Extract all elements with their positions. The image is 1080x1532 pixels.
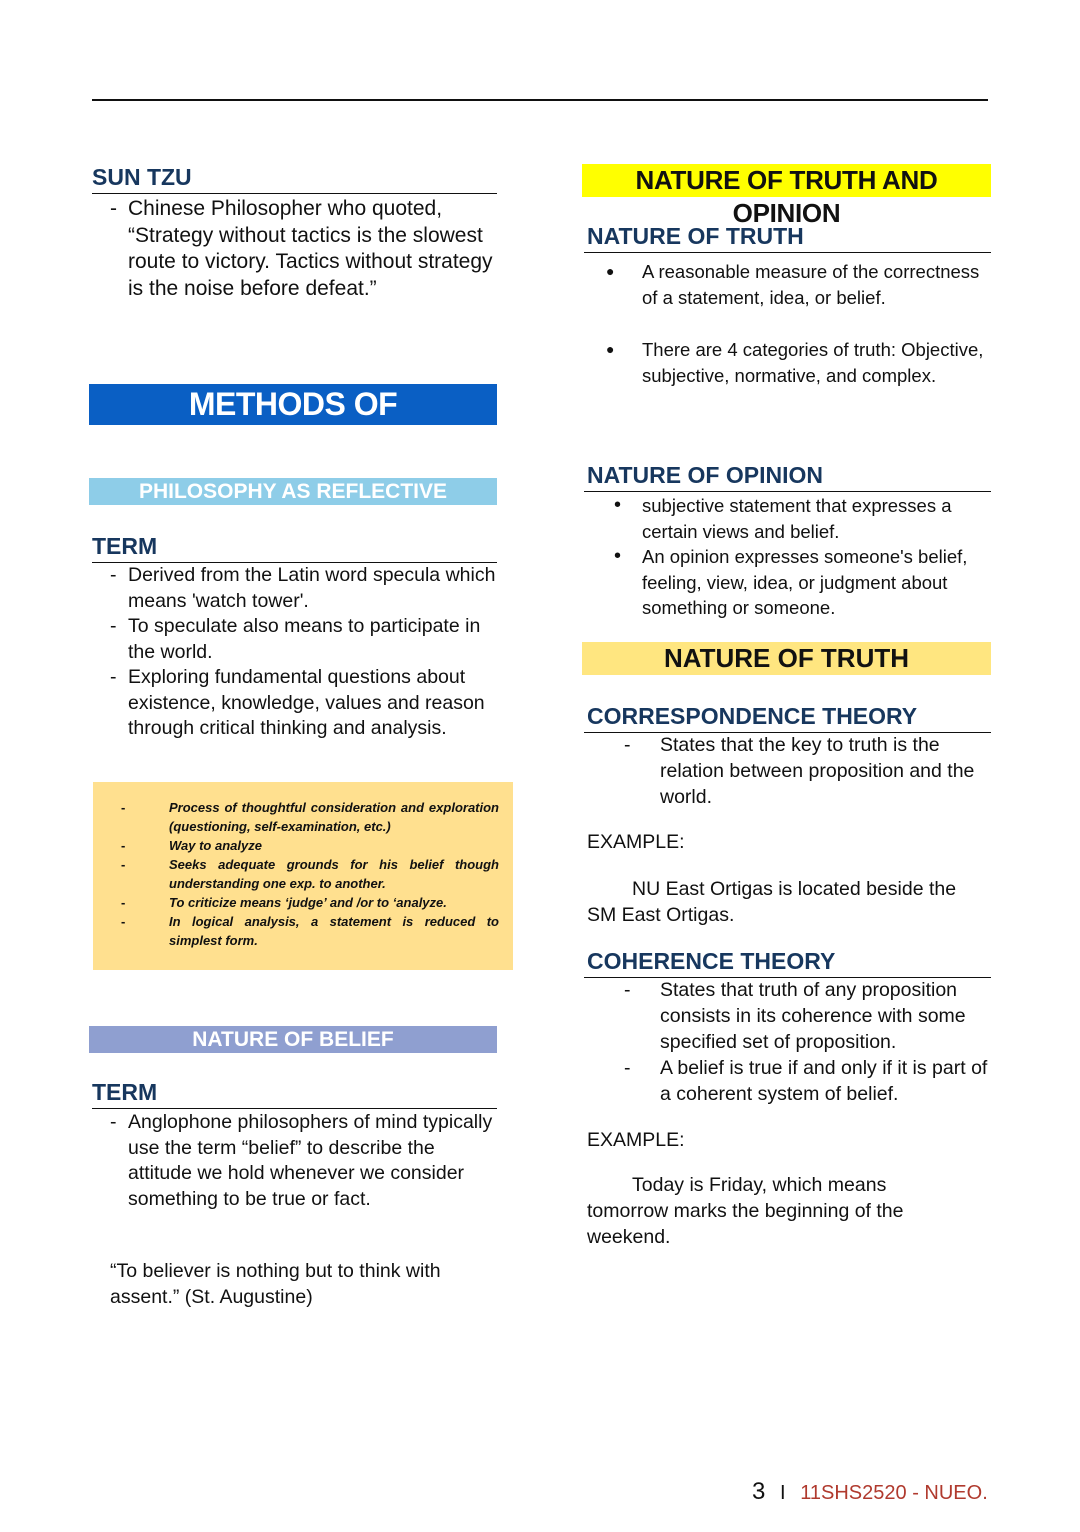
reflective-banner: PHILOSOPHY AS REFLECTIVE (89, 478, 497, 505)
belief-term-text: - Anglophone philosophers of mind typically use the term “belief” to describe the attitude we hold whenever we consider something to be true or fact. (92, 1110, 497, 1212)
note-item: - Process of thoughtful consideration and exploration (questioning, self-examination, etc.) (121, 798, 499, 836)
coherence-item: - States that truth of any proposition consists in its coherence with some specified set of proposition. (584, 977, 991, 1055)
sun-tzu-heading: SUN TZU (92, 164, 497, 194)
note-item: - In logical analysis, a statement is reduced to simplest form. (121, 912, 499, 950)
page-number: 3 (752, 1478, 766, 1505)
opinion-item: • An opinion expresses someone's belief, feeling, view, idea, or judgment about something or someone. (584, 544, 991, 621)
coherence-item: - A belief is true if and only if it is part of a coherent system of belief. (584, 1055, 991, 1107)
note-item: - To criticize means ‘judge’ and /or to ‘analyze. (121, 893, 499, 912)
theories-title: NATURE OF TRUTH (582, 642, 991, 675)
note-item: - Way to analyze (121, 836, 499, 855)
nature-of-truth-heading: NATURE OF TRUTH (584, 223, 991, 253)
truth-item: ● A reasonable measure of the correctness of a statement, idea, or belief. (584, 259, 991, 310)
term-item: - Derived from the Latin word specula which means 'watch tower'. (92, 563, 497, 614)
truth-opinion-title: NATURE OF TRUTH AND OPINION (582, 164, 991, 197)
belief-term-heading: TERM (92, 1079, 497, 1109)
belief-banner: NATURE OF BELIEF (89, 1026, 497, 1053)
augustine-quote: “To believer is nothing but to think with assent.” (St. Augustine) (110, 1260, 441, 1308)
methods-title: METHODS OF PHILOSOPHY (89, 384, 497, 425)
truth-item: ● There are 4 categories of truth: Objective, subjective, normative, and complex. (584, 337, 991, 388)
header-rule (92, 99, 988, 101)
sun-tzu-text: - Chinese Philosopher who quoted, “Strategy without tactics is the slowest route to victory. Tactics without strategy is the noise before defeat.” (92, 196, 497, 302)
note-item: - Seeks adequate grounds for his belief though understanding one exp. to another. (121, 855, 499, 893)
nature-of-opinion-heading: NATURE OF OPINION (584, 462, 991, 492)
opinion-item: • subjective statement that expresses a certain views and belief. (584, 493, 991, 544)
correspondence-item: - States that the key to truth is the relation between proposition and the world. (584, 732, 991, 810)
footer-separator: I (780, 1482, 786, 1504)
example-label-1: EXAMPLE: (587, 831, 685, 853)
example-label-2: EXAMPLE: (587, 1129, 685, 1151)
coherence-heading: COHERENCE THEORY (584, 948, 991, 978)
example-2: Today is Friday, which means tomorrow marks the beginning of the weekend. (587, 1174, 904, 1248)
term-heading: TERM (92, 533, 497, 563)
document-code: 11SHS2520 - NUEO. (800, 1482, 988, 1504)
term-item: - To speculate also means to participate in the world. (92, 614, 497, 665)
reflective-note-box (93, 782, 513, 970)
correspondence-heading: CORRESPONDENCE THEORY (584, 703, 991, 733)
term-item: - Exploring fundamental questions about existence, knowledge, values and reason through critical thinking and analysis. (92, 665, 497, 742)
page-footer (752, 1478, 988, 1506)
example-1: NU East Ortigas is located beside the SM East Ortigas. (587, 878, 957, 926)
